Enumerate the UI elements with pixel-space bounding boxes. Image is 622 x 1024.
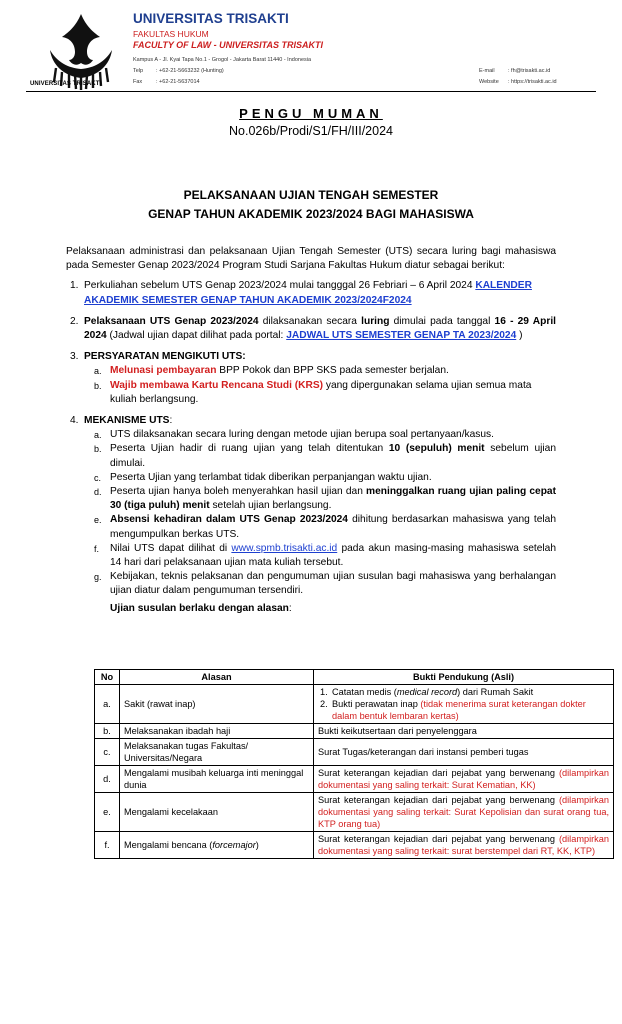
alasan-italic: forcemajor bbox=[212, 840, 256, 850]
sub-text: Nilai UTS dapat dilihat di bbox=[110, 542, 232, 554]
sub-letter: a. bbox=[94, 366, 102, 377]
email-label: E-mail bbox=[479, 68, 495, 74]
mechanism-heading: MEKANISME UTS bbox=[84, 415, 170, 427]
header-alasan: Alasan bbox=[120, 670, 314, 685]
university-logo bbox=[42, 10, 120, 90]
table-row bbox=[95, 685, 614, 724]
email-value[interactable]: : fh@trisakti.ac.id bbox=[508, 68, 551, 74]
header-divider bbox=[26, 91, 596, 92]
row-bukti bbox=[314, 685, 614, 724]
sub-bold: meninggalkan ruang ujian paling cepat 30 (tiga puluh) menit bbox=[110, 486, 556, 512]
row-no: a. bbox=[95, 685, 120, 724]
row-no: e. bbox=[95, 793, 120, 832]
heading-colon: : bbox=[169, 415, 173, 427]
bukti-italic: medical record bbox=[396, 687, 458, 697]
sub-text: setelah ujian berlangsung. bbox=[209, 500, 332, 512]
susulan-colon: : bbox=[288, 602, 292, 614]
sub-text: Peserta ujian hanya boleh menyerahkan hasil ujian dan bbox=[110, 486, 367, 498]
bukti-text: Catatan medis ( bbox=[332, 687, 397, 697]
sub-text: yang dipergunakan selama ujian semua mata kuliah berlangsung. bbox=[110, 379, 532, 405]
row-alasan: Melaksanakan tugas Fakultas/ Universitas/Negara bbox=[120, 739, 314, 766]
telp-value: : +62-21-5663232 (Hunting) bbox=[156, 68, 224, 74]
sub-bold: Absensi kehadiran dalam UTS Genap 2023/2024 bbox=[110, 514, 348, 526]
telp-label: Telp bbox=[133, 68, 144, 74]
row-alasan: Sakit (rawat inap) bbox=[120, 685, 314, 724]
fax-value: : +62-21-5637014 bbox=[156, 79, 200, 85]
academic-calendar-link[interactable]: KALENDER AKADEMIK SEMESTER GENAP TAHUN AKADEMIK 2023/2024F2024 bbox=[84, 280, 532, 306]
krs-requirement: Wajib membawa Kartu Rencana Studi (KRS) bbox=[110, 379, 324, 391]
row-no: c. bbox=[95, 739, 120, 766]
mechanism-g bbox=[84, 570, 556, 598]
susulan-caption bbox=[84, 602, 556, 616]
sub-text: sebelum ujian dimulai. bbox=[110, 443, 556, 469]
sub-letter: a. bbox=[94, 430, 102, 441]
bukti-note: (dilampirkan dokumentasi yang saling terkait: surat berstempel dari RT, KK, KTP) bbox=[318, 834, 609, 856]
sub-letter: b. bbox=[94, 380, 102, 391]
website-value[interactable]: : https://trisakti.ac.id bbox=[508, 79, 557, 85]
sub-text: UTS dilaksanakan secara luring dengan metode ujian berupa soal pertanyaan/kasus. bbox=[110, 429, 494, 441]
bukti-num: 2. bbox=[320, 699, 328, 709]
sub-letter: c. bbox=[94, 472, 102, 483]
campus-address: Kampus A - Jl. Kyai Tapa No.1 - Grogol - Jakarta Barat 11440 - Indonesia bbox=[133, 57, 312, 63]
bukti-text: Surat keterangan kejadian dari pejabat yang berwenang bbox=[318, 795, 559, 805]
sub-bold: 10 (sepuluh) menit bbox=[388, 443, 485, 455]
makeup-exam-table bbox=[94, 669, 614, 859]
row-alasan bbox=[120, 832, 314, 859]
item-text: dilaksanakan secara bbox=[258, 315, 362, 327]
fax-label: Fax bbox=[133, 79, 143, 85]
sub-text: pada akun masing-masing mahasiswa setelah 14 hari dari pelaksanaan ujian mata kuliah tersebut. bbox=[110, 542, 556, 569]
row-alasan: Mengalami kecelakaan bbox=[120, 793, 314, 832]
requirement-b bbox=[84, 379, 556, 407]
sub-letter: b. bbox=[94, 444, 102, 455]
bukti-note: (dilampirkan dokumentasi yang saling terkait: Surat Kepolisian dan surat orang tua, KTP orang tua) bbox=[318, 795, 609, 829]
table-row bbox=[95, 739, 614, 766]
spmb-link[interactable]: www.spmb.trisakti.ac.id bbox=[231, 542, 338, 554]
list-item-1 bbox=[66, 279, 556, 307]
alasan-text: Mengalami bencana ( bbox=[124, 840, 213, 850]
faculty-name-english: FACULTY OF LAW - UNIVERSITAS TRISAKTI bbox=[133, 40, 323, 50]
sub-letter: f. bbox=[94, 543, 100, 554]
item-bold: luring bbox=[361, 315, 390, 327]
susulan-heading: Ujian susulan berlaku dengan alasan bbox=[110, 602, 289, 614]
row-alasan: Melaksanakan ibadah haji bbox=[120, 724, 314, 739]
item-number: 2. bbox=[70, 315, 79, 327]
header-no: No bbox=[95, 670, 120, 685]
mechanism-e bbox=[84, 513, 556, 541]
item-text: ) bbox=[516, 330, 523, 342]
bukti-item-1 bbox=[318, 686, 609, 698]
title-line-2: GENAP TAHUN AKADEMIK 2023/2024 BAGI MAHASISWA bbox=[148, 207, 474, 221]
sub-letter: e. bbox=[94, 515, 102, 526]
faculty-name: FAKULTAS HUKUM bbox=[133, 29, 209, 39]
logo-caption: UNIVERSITAS TRISAKTI bbox=[30, 81, 102, 87]
table-row bbox=[95, 832, 614, 859]
university-name: UNIVERSITAS TRISAKTI bbox=[133, 11, 289, 26]
bukti-text: Surat keterangan kejadian dari pejabat yang berwenang bbox=[318, 768, 559, 778]
mechanism-c bbox=[84, 471, 556, 485]
item-text: (Jadwal ujian dapat dilihat pada portal: bbox=[106, 330, 287, 342]
row-bukti: Surat Tugas/keterangan dari instansi pemberi tugas bbox=[314, 739, 614, 766]
item-text: dimulai pada tanggal bbox=[389, 315, 495, 327]
item-bold: Pelaksanaan UTS Genap 2023/2024 bbox=[84, 315, 259, 327]
title-line-1: PELAKSANAAN UJIAN TENGAH SEMESTER bbox=[183, 188, 439, 202]
table-row bbox=[95, 793, 614, 832]
list-item-2 bbox=[66, 315, 556, 343]
row-bukti bbox=[314, 766, 614, 793]
table-header-row bbox=[95, 670, 614, 685]
item-text: Perkuliahan sebelum UTS Genap 2023/2024 mulai tangggal 26 Febriari – 6 April 2024 bbox=[84, 280, 476, 292]
exam-dates: 16 - 29 April 2024 bbox=[84, 315, 556, 342]
list-item-4 bbox=[66, 414, 556, 616]
alasan-text: ) bbox=[255, 840, 259, 850]
announcement-body bbox=[66, 245, 556, 623]
bukti-note: (tidak menerima surat keterangan dokter dalam bentuk lembaran kertas) bbox=[332, 699, 586, 721]
document-number: No.026b/Prodi/S1/FH/III/2024 bbox=[229, 124, 393, 138]
website-label: Website bbox=[479, 79, 499, 85]
header-bukti: Bukti Pendukung (Asli) bbox=[314, 670, 614, 685]
bukti-item-2 bbox=[318, 698, 609, 722]
item-number: 3. bbox=[70, 351, 79, 363]
sub-text: dihitung berdasarkan mahasiswa yang telah mengumpulkan berkas UTS. bbox=[110, 514, 556, 540]
bukti-text: ) dari Rumah Sakit bbox=[457, 687, 534, 697]
bukti-note: (dilampirkan dokumentasi yang saling terkait: Surat Kematian, KK) bbox=[318, 768, 609, 790]
mechanism-f bbox=[84, 542, 556, 570]
bukti-num: 1. bbox=[320, 687, 328, 697]
list-item-3 bbox=[66, 350, 556, 407]
sub-text: BPP Pokok dan BPP SKS pada semester berjalan. bbox=[216, 365, 449, 377]
row-bukti bbox=[314, 832, 614, 859]
sub-text: Peserta Ujian hadir di ruang ujian yang telah ditentukan bbox=[110, 443, 389, 455]
exam-schedule-link[interactable]: JADWAL UTS SEMESTER GENAP TA 2023/2024 bbox=[286, 330, 517, 342]
sub-text: Kebijakan, teknis pelaksanan dan pengumuman ujian susulan bagi mahasiswa yang berhalangan ujian diatur dalam pengumuman tersendiri. bbox=[110, 571, 556, 597]
bukti-text: Bukti perawatan inap bbox=[332, 699, 421, 709]
item-number: 1. bbox=[70, 280, 79, 292]
sub-text: Peserta Ujian yang terlambat tidak diberikan perpanjangan waktu ujian. bbox=[110, 471, 432, 483]
table-row bbox=[95, 766, 614, 793]
sub-letter: g. bbox=[94, 572, 102, 583]
announcement-heading: PENGU MUMAN bbox=[239, 106, 383, 121]
row-no: d. bbox=[95, 766, 120, 793]
requirement-a bbox=[84, 364, 556, 378]
row-alasan: Mengalami musibah keluarga inti meninggal dunia bbox=[120, 766, 314, 793]
payment-requirement: Melunasi pembayaran bbox=[110, 365, 217, 377]
mechanism-b bbox=[84, 442, 556, 470]
item-number: 4. bbox=[70, 415, 79, 427]
table-row bbox=[95, 724, 614, 739]
requirements-heading: PERSYARATAN MENGIKUTI UTS: bbox=[84, 351, 246, 363]
row-bukti: Bukti keikutsertaan dari penyelenggara bbox=[314, 724, 614, 739]
mechanism-a bbox=[84, 428, 556, 442]
row-no: f. bbox=[95, 832, 120, 859]
intro-paragraph: Pelaksanaan administrasi dan pelaksanaan Ujian Tengah Semester (UTS) secara luring bagi mahasiswa pada Semester Genap 2023/2024 Program Studi Sarjana Fakultas Hukum diatur sebagai berikut: bbox=[66, 246, 556, 272]
sub-letter: d. bbox=[94, 487, 102, 498]
bukti-text: Surat keterangan kejadian dari pejabat yang berwenang bbox=[318, 834, 559, 844]
row-no: b. bbox=[95, 724, 120, 739]
mechanism-d bbox=[84, 485, 556, 513]
row-bukti bbox=[314, 793, 614, 832]
